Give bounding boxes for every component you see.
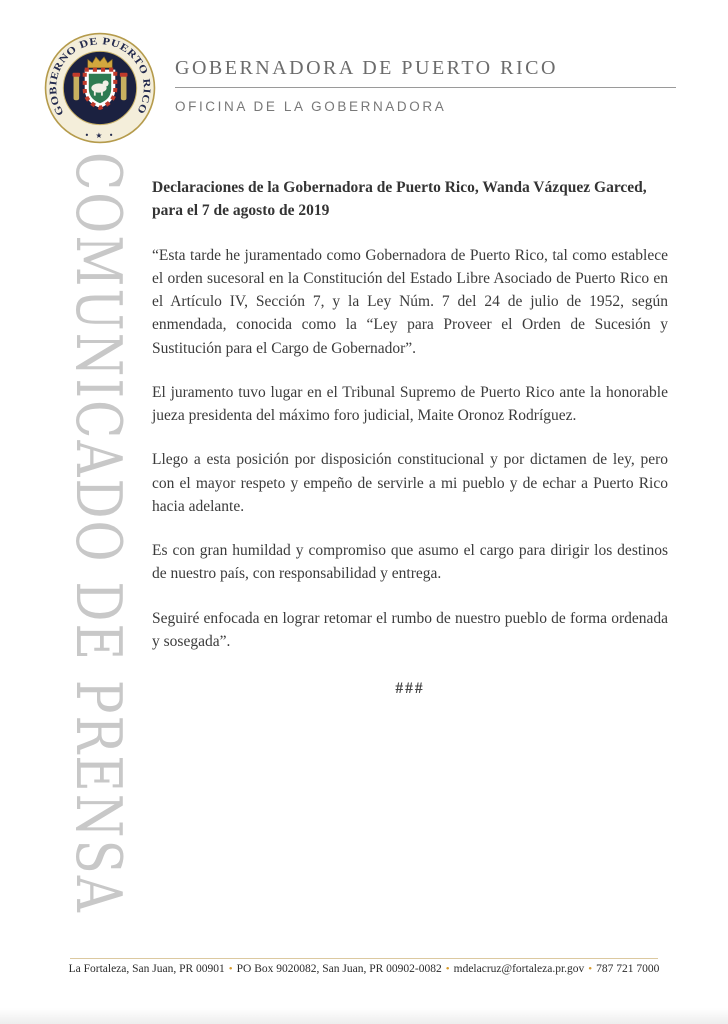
header-divider xyxy=(175,87,676,88)
paragraph-5: Seguiré enfocada en lograr retomar el rumbo de nuestro pueblo de forma ordenada y sosegada”. xyxy=(152,609,668,650)
footer-address: La Fortaleza, San Juan, PR 00901 xyxy=(68,963,225,975)
contact-info xyxy=(0,963,728,975)
left-column xyxy=(74,75,80,100)
footer-phone: 787 721 7000 xyxy=(596,963,660,975)
footer-email: mdelacruz@fortaleza.pr.gov xyxy=(453,963,585,975)
agency-title: GOBERNADORA DE PUERTO RICO xyxy=(175,57,558,79)
seal-bottom-marks: • ★ • xyxy=(84,130,116,140)
comunicado-de-prensa-banner: COMUNICADO DE PRENSA xyxy=(61,152,135,914)
paragraph-3: Llego a esta posición por disposición constitucional y por dictamen de ley, pero con el mayor respeto y empeño de servirle a mi pueblo y de echar a Puerto Rico hacia adelante. xyxy=(152,451,668,515)
letterhead xyxy=(175,57,676,114)
footer-divider xyxy=(70,958,658,959)
paragraph-2: El juramento tuvo lugar en el Tribunal Supremo de Puerto Rico ante la honorable jueza presidenta del máximo foro judicial, Maite Oronoz Rodríguez. xyxy=(152,383,668,424)
end-mark: ### xyxy=(395,680,425,697)
statement-heading: Declaraciones de la Gobernadora de Puerto Rico, Wanda Vázquez Garced, para el 7 de agosto de 2019 xyxy=(152,179,647,220)
footer-bullet-icon: • xyxy=(588,963,593,975)
footer-bullet-icon: • xyxy=(445,963,450,975)
seal-ring-text: GOBIERNO DE PUERTO RICO xyxy=(48,36,152,118)
seal-graphic xyxy=(44,32,156,144)
government-seal xyxy=(44,32,156,144)
footer-pobox: PO Box 9020082, San Juan, PR 00902-0082 xyxy=(236,963,442,975)
right-column xyxy=(121,75,127,100)
page-footer xyxy=(0,958,728,975)
footer-bullet-icon: • xyxy=(228,963,233,975)
document-body xyxy=(152,176,668,721)
paragraph-4: Es con gran humildad y compromiso que asumo el cargo para dirigir los destinos de nuestro país, con responsabilidad y entrega. xyxy=(152,542,668,583)
office-subtitle: OFICINA DE LA GOBERNADORA xyxy=(175,99,447,114)
paragraph-1: “Esta tarde he juramentado como Gobernadora de Puerto Rico, tal como establece el orden sucesoral en la Constitución del Estado Libre Asociado de Puerto Rico en el Artículo IV, Sección 7, y la Ley Núm. 7 del 24 de julio de 1952, según enmendada, conocida como la “Ley para Proveer el Orden de Sucesión y Sustitución para el Cargo de Gobernador”. xyxy=(152,246,668,357)
